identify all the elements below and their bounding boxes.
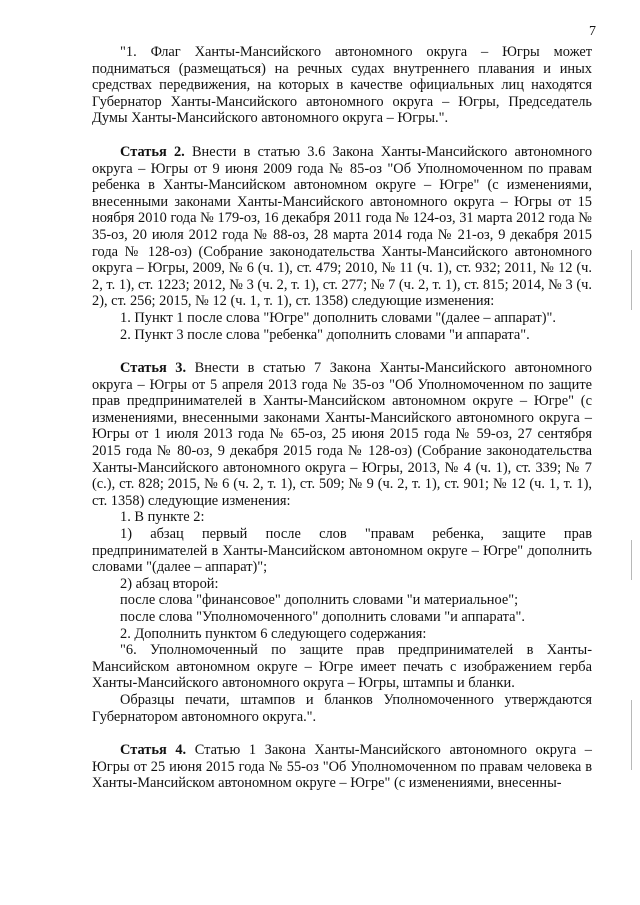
article-3-paragraph <box>92 360 592 509</box>
article-2-label: Статья 2. <box>120 143 185 160</box>
page-number: 7 <box>589 24 596 39</box>
article-3-item: 2) абзац второй: <box>120 575 219 592</box>
scan-edge-mark <box>631 700 632 770</box>
article-3-item: 1) абзац первый после слов "правам ребенка, защите прав предпринимателей в Ханты-Мансийском автономном округе – Югре" дополнить словами "(далее – аппарат)"; <box>92 526 592 576</box>
article-3-item: после слова "финансовое" дополнить словами "и материальное"; <box>120 592 519 609</box>
article-2-item: 1. Пункт 1 после слова "Югре" дополнить словами "(далее – аппарат)". <box>120 309 556 326</box>
article-3-label: Статья 3. <box>120 360 187 377</box>
document-body <box>92 44 592 792</box>
article-3-text: Внести в статью 7 Закона Ханты-Мансийского автономного округа – Югры от 5 апреля 2013 года № 35-оз "Об Уполномоченном по защите прав предпринимателей в Ханты-Мансийском автономном округе – Югре" (с изменениями, внесенными законами Ханты-Мансийского автономного округа – Югры от 1 июля 2013 года № 65-оз, 25 июня 2015 года № 59-оз, 27 сентября 2015 года № 80-оз, 9 декабря 2015 года № 128-оз) (Собрание законодательства Ханты-Мансийского автономного округа – Югры, 2013, № 4 (ч. 1), ст. 339; № 7 (с.), ст. 828; 2015, № 6 (ч. 2, т. 1), ст. 509; № 9 (ч. 2, т. 1), ст. 901; № 12 (ч. 1, т. 1), ст. 1358) следующие изменения: <box>92 360 592 509</box>
quote-paragraph: "1. Флаг Ханты-Мансийского автономного округа – Югры может подниматься (размещаться) на речных судах внутреннего плавания и иных средствах передвижения, на которых в качестве официальных лиц находятся Губернатор Ханты-Мансийского автономного округа – Югры, Председатель Думы Ханты-Мансийского автономного округа – Югры.". <box>92 44 592 127</box>
paragraph-gap <box>92 725 592 742</box>
article-3-item: после слова "Уполномоченного" дополнить словами "и аппарата". <box>120 609 525 625</box>
article-2-paragraph <box>92 144 592 310</box>
paragraph-gap <box>92 343 592 360</box>
article-4-text: Статью 1 Закона Ханты-Мансийского автономного округа – Югры от 25 июня 2015 года № 55-оз "Об Уполномоченном по правам человека в Ханты-Мансийском автономном округе – Югре" (с изменениями, внесенны- <box>92 742 593 792</box>
paragraph-gap <box>92 127 592 144</box>
article-2-text: Внести в статью 3.6 Закона Ханты-Мансийского автономного округа – Югры от 9 июня 2009 года № 85-оз "Об Уполномоченном по правам ребенка в Ханты-Мансийском автономном округе – Югре" (с изменениями, внесенными законами Ханты-Мансийского автономного округа – Югры от 15 ноября 2010 года № 179-оз, 16 декабря 2011 года № 124-оз, 31 марта 2012 года № 35-оз, 20 июля 2012 года № 88-оз, 28 марта 2014 года № 21-оз, 9 декабря 2015 года № 128-оз) (Собрание законодательства Ханты-Мансийского автономного округа – Югры, 2009, № 6 (ч. 1), ст. 479; 2010, № 11 (ч. 1), ст. 932; 2011, № 12 (ч. 2, т. 1), ст. 1223; 2012, № 3 (ч. 2, т. 1), ст. 277; № 7 (ч. 2, т. 1), ст. 815; 2014, № 3 (ч. 2), ст. 256; 2015, № 12 (ч. 1, т. 1), ст. 1358) следующие изменения: <box>92 143 593 310</box>
scan-edge-mark <box>631 540 632 580</box>
article-3-item: 2. Дополнить пунктом 6 следующего содержания: <box>120 625 427 642</box>
article-3-item: Образцы печати, штампов и бланков Уполномоченного утверждаются Губернатором автономного округа.". <box>92 691 592 725</box>
article-3-item: 1. В пункте 2: <box>120 509 205 526</box>
scan-edge-mark <box>631 250 632 310</box>
article-3-item: "6. Уполномоченный по защите прав предпринимателей в Ханты-Мансийском автономном округе – Югре имеет печать с изображением герба Ханты-Мансийского автономного округа – Югры, штампы и бланки. <box>92 642 592 692</box>
article-2-item: 2. Пункт 3 после слова "ребенка" дополнить словами "и аппарата". <box>120 326 530 343</box>
article-4-label: Статья 4. <box>120 742 187 759</box>
article-4-paragraph <box>92 742 592 792</box>
